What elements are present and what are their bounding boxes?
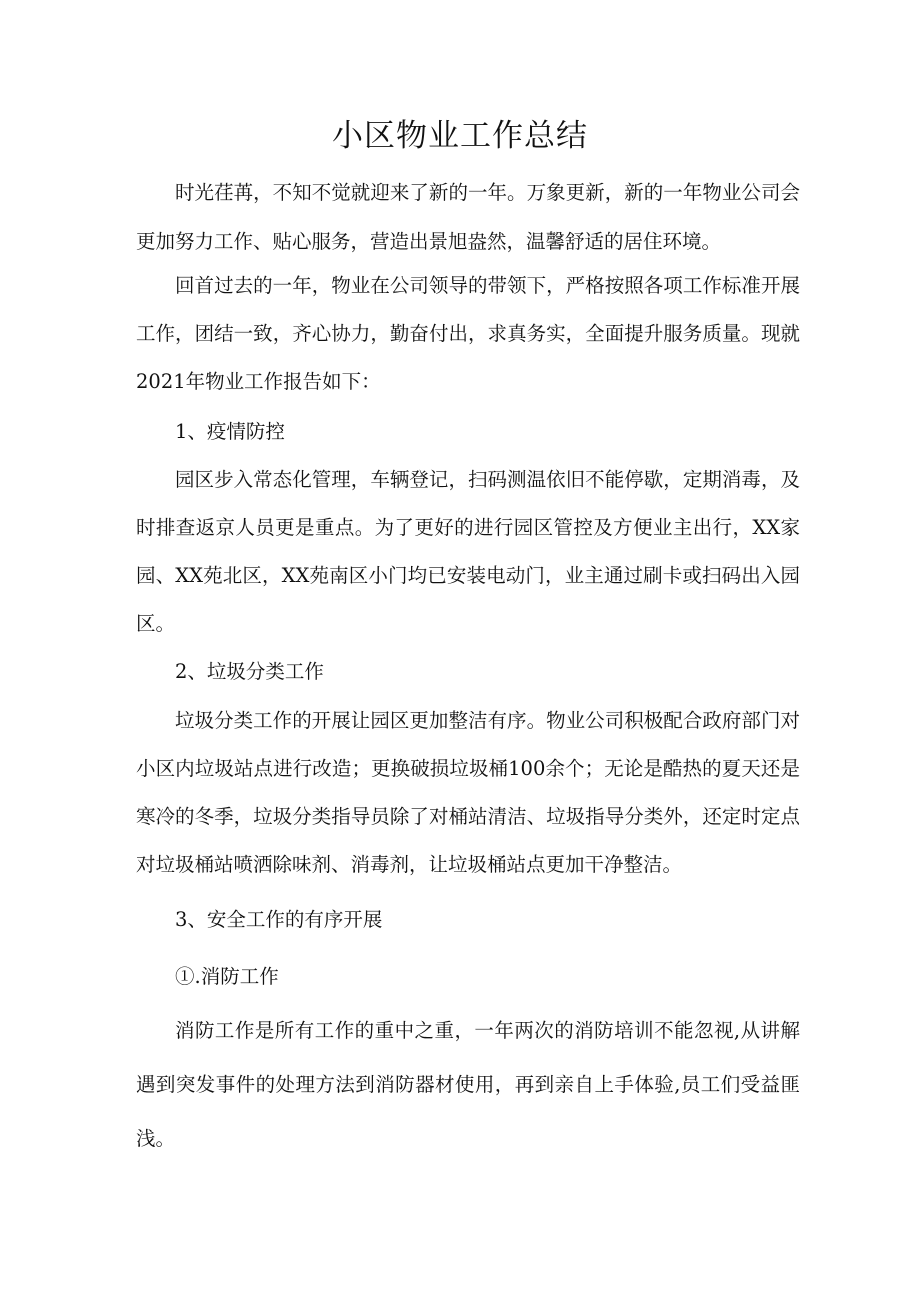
- section-heading-safety: 3、安全工作的有序开展: [175, 908, 383, 931]
- subsection-heading-fire: ①.消防工作: [175, 965, 279, 988]
- review-paragraph: 回首过去的一年，物业在公司领导的带领下，严格按照各项工作标准开展工作，团结一致，齐心协力，勤奋付出，求真务实，全面提升服务质量。现就2021年物业工作报告如下：: [136, 274, 800, 393]
- section-body-epidemic: 园区步入常态化管理，车辆登记，扫码测温依旧不能停歇，定期消毒，及时排查返京人员更是重点。为了更好的进行园区管控及方便业主出行，XX家园、XX苑北区，XX苑南区小门均已安装电动门，业主通过刷卡或扫码出入园区。: [136, 468, 800, 635]
- section-body-garbage: 垃圾分类工作的开展让园区更加整洁有序。物业公司积极配合政府部门对小区内垃圾站点进行改造；更换破损垃圾桶100余个；无论是酷热的夏天还是寒冷的冬季，垃圾分类指导员除了对桶站清洁、垃圾指导分类外，还定时定点对垃圾桶站喷洒除味剂、消毒剂，让垃圾桶站点更加干净整洁。: [136, 709, 800, 876]
- intro-paragraph: 时光荏苒，不知不觉就迎来了新的一年。万象更新，新的一年物业公司会更加努力工作、贴心服务，营造出景旭盎然，温馨舒适的居住环境。: [136, 181, 800, 253]
- document-title: 小区物业工作总结: [332, 118, 588, 154]
- section-heading-garbage: 2、垃圾分类工作: [175, 660, 324, 683]
- subsection-body-fire: 消防工作是所有工作的重中之重，一年两次的消防培训不能忽视,从讲解遇到突发事件的处理方法到消防器材使用，再到亲自上手体验,员工们受益匪浅。: [136, 1019, 800, 1150]
- section-heading-epidemic: 1、疫情防控: [175, 420, 285, 443]
